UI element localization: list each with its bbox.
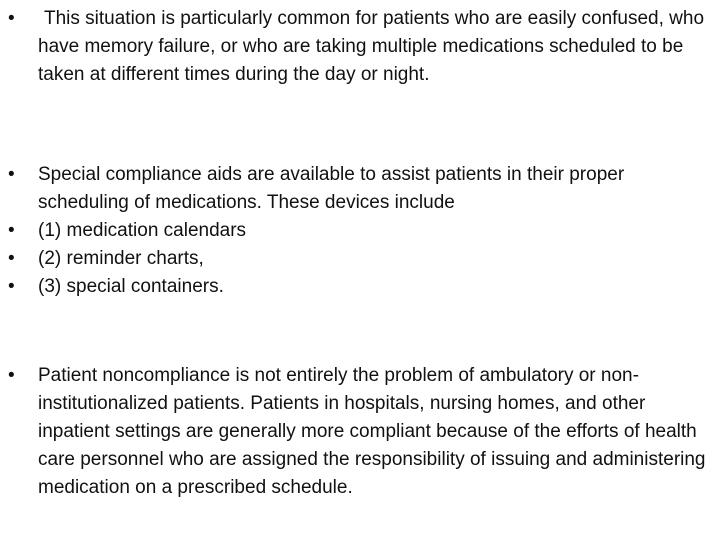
bullet-icon: • xyxy=(8,8,15,29)
list-item xyxy=(4,217,708,245)
bullet-text: (3) special containers. xyxy=(38,276,224,297)
bullet-text: Patient noncompliance is not entirely the problem of ambulatory or non-institutionalized patients. Patients in hospitals, nursing homes, and other inpatient settings are generally more compliant because of the efforts of health care personnel who are assigned the responsibility of issuing and administering medication on a prescribed schedule. xyxy=(38,365,706,498)
list-item xyxy=(4,362,708,502)
list-item xyxy=(4,5,708,89)
bullet-text: (2) reminder charts, xyxy=(38,248,204,269)
list-item xyxy=(4,273,708,301)
bullet-text: Special compliance aids are available to assist patients in their proper scheduling of medications. These devices include xyxy=(38,164,625,213)
bullet-block-2 xyxy=(4,161,708,301)
list-item xyxy=(4,245,708,273)
bullet-icon: • xyxy=(8,365,15,386)
bullet-text: This situation is particularly common for patients who are easily confused, who have memory failure, or who are taking multiple medications scheduled to be taken at different times during the day or night. xyxy=(38,8,705,85)
bullet-text: (1) medication calendars xyxy=(38,220,247,241)
bullet-block-1 xyxy=(4,5,708,89)
bullet-icon: • xyxy=(8,276,15,297)
bullet-icon: • xyxy=(8,248,15,269)
bullet-block-3 xyxy=(4,362,708,502)
list-item xyxy=(4,161,708,217)
bullet-icon: • xyxy=(8,164,15,185)
bullet-icon: • xyxy=(8,220,15,241)
